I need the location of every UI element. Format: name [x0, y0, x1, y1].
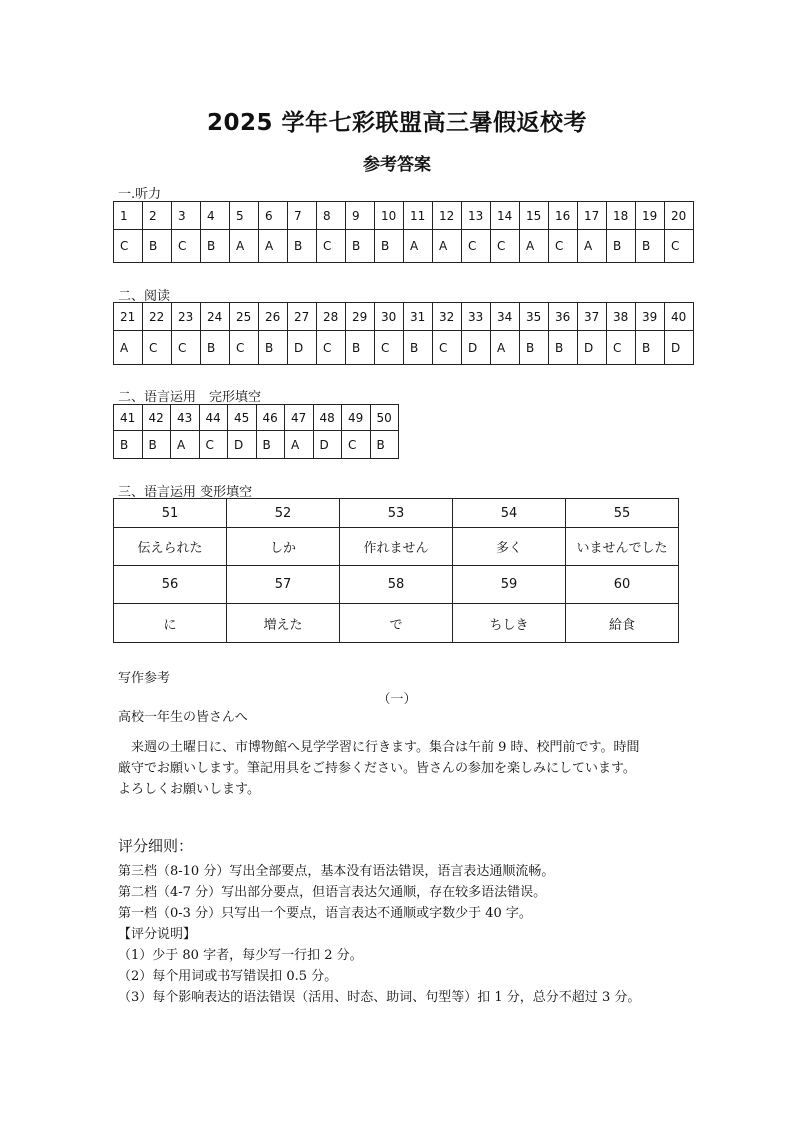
cloze-question-number: 41: [114, 405, 143, 431]
grammar-question-number: 58: [340, 566, 453, 604]
scoring-note: （3）每个影响表达的语法错误（活用、时态、助词、句型等）扣 1 分，总分不超过 3 分。: [118, 990, 641, 1005]
scoring-heading: 评分细则：: [118, 837, 194, 855]
listening-answer-cell: C: [462, 230, 491, 263]
reading-answer-cell: C: [143, 331, 172, 365]
grammar-question-number: 51: [114, 499, 227, 528]
reading-answer-cell: D: [665, 331, 694, 365]
reading-question-number: 28: [317, 303, 346, 331]
writing-body-line: 来週の土曜日に、市博物館へ見学学習に行きます。集合は午前 9 時、校門前です。時間: [131, 740, 640, 755]
reading-answer-cell: C: [230, 331, 259, 365]
grammar-question-number: 56: [114, 566, 227, 604]
grammar-answer-cell: 伝えられた: [114, 528, 227, 566]
scoring-block: [118, 861, 718, 1008]
writing-body-line: 厳守でお願いします。筆記用具をご持参ください。皆さんの参加を楽しみにしています。: [118, 761, 636, 776]
reading-question-number: 32: [433, 303, 462, 331]
listening-question-number: 18: [607, 202, 636, 230]
listening-question-number: 20: [665, 202, 694, 230]
grammar-answer-table: [113, 498, 679, 643]
reading-answer-cell: D: [462, 331, 491, 365]
listening-answer-cell: C: [114, 230, 143, 263]
reading-question-number: 25: [230, 303, 259, 331]
reading-question-number: 33: [462, 303, 491, 331]
reading-answer-cell: B: [636, 331, 665, 365]
reading-answer-cell: D: [288, 331, 317, 365]
grammar-answer-cell: 増えた: [227, 604, 340, 643]
grammar-answer-cell: ちしき: [453, 604, 566, 643]
writing-part-number: （一）: [377, 692, 417, 707]
listening-question-number: 9: [346, 202, 375, 230]
reading-question-number: 30: [375, 303, 404, 331]
cloze-answer-row: [114, 431, 399, 459]
reading-answer-row: [114, 331, 694, 365]
writing-body-line: よろしくお願いします。: [118, 782, 260, 797]
listening-answer-cell: A: [404, 230, 433, 263]
grammar-question-number: 53: [340, 499, 453, 528]
listening-answer-row: [114, 230, 694, 263]
listening-question-number: 14: [491, 202, 520, 230]
reading-answer-cell: B: [520, 331, 549, 365]
listening-question-number: 12: [433, 202, 462, 230]
listening-question-number: 16: [549, 202, 578, 230]
reading-answer-cell: C: [433, 331, 462, 365]
cloze-answer-cell: D: [313, 431, 342, 459]
reading-question-number: 35: [520, 303, 549, 331]
listening-question-number: 11: [404, 202, 433, 230]
reading-question-number: 24: [201, 303, 230, 331]
cloze-answer-cell: C: [199, 431, 228, 459]
grammar-question-number: 52: [227, 499, 340, 528]
cloze-question-number: 42: [142, 405, 171, 431]
listening-answer-cell: B: [201, 230, 230, 263]
listening-answer-cell: B: [607, 230, 636, 263]
listening-answer-cell: B: [375, 230, 404, 263]
scoring-level-1: 第一档（0-3 分）只写出一个要点，语言表达不通顺或字数少于 40 字。: [118, 906, 532, 921]
reading-number-row: [114, 303, 694, 331]
scoring-note: （1）少于 80 字者，每少写一行扣 2 分。: [118, 948, 363, 963]
listening-answer-cell: C: [549, 230, 578, 263]
scoring-notes-heading: 【评分说明】: [118, 927, 197, 942]
cloze-answer-cell: B: [256, 431, 285, 459]
reading-answer-cell: B: [346, 331, 375, 365]
listening-answer-cell: A: [259, 230, 288, 263]
reading-question-number: 29: [346, 303, 375, 331]
reading-answer-cell: B: [259, 331, 288, 365]
reading-question-number: 26: [259, 303, 288, 331]
reading-answer-cell: A: [114, 331, 143, 365]
reading-question-number: 40: [665, 303, 694, 331]
listening-answer-cell: B: [288, 230, 317, 263]
reading-answer-cell: C: [317, 331, 346, 365]
cloze-answer-cell: A: [285, 431, 314, 459]
listening-question-number: 3: [172, 202, 201, 230]
reading-answer-cell: D: [578, 331, 607, 365]
reading-question-number: 31: [404, 303, 433, 331]
reading-answer-cell: C: [172, 331, 201, 365]
writing-label: 写作参考: [118, 671, 171, 686]
reading-question-number: 23: [172, 303, 201, 331]
cloze-question-number: 50: [370, 405, 399, 431]
cloze-answer-cell: B: [142, 431, 171, 459]
scoring-note: （2）每个用词或书写错误扣 0.5 分。: [118, 969, 338, 984]
listening-answer-cell: C: [172, 230, 201, 263]
reading-label: 二、阅读: [118, 289, 171, 304]
reading-answer-cell: B: [549, 331, 578, 365]
listening-answer-cell: A: [433, 230, 462, 263]
cloze-answer-cell: A: [171, 431, 200, 459]
listening-answer-cell: B: [346, 230, 375, 263]
cloze-question-number: 46: [256, 405, 285, 431]
reading-answer-cell: B: [201, 331, 230, 365]
reading-answer-cell: C: [607, 331, 636, 365]
listening-answer-table: [113, 201, 694, 263]
reading-question-number: 22: [143, 303, 172, 331]
grammar-number-row-1: [114, 499, 679, 528]
reading-question-number: 39: [636, 303, 665, 331]
listening-answer-cell: C: [491, 230, 520, 263]
listening-answer-cell: C: [665, 230, 694, 263]
reading-answer-cell: B: [404, 331, 433, 365]
cloze-question-number: 43: [171, 405, 200, 431]
listening-answer-cell: A: [520, 230, 549, 263]
cloze-question-number: 47: [285, 405, 314, 431]
listening-question-number: 4: [201, 202, 230, 230]
listening-question-number: 13: [462, 202, 491, 230]
grammar-answer-row-1: [114, 528, 679, 566]
cloze-question-number: 49: [342, 405, 371, 431]
listening-question-number: 2: [143, 202, 172, 230]
grammar-answer-row-2: [114, 604, 679, 643]
grammar-answer-cell: 作れません: [340, 528, 453, 566]
writing-salutation: 高校一年生の皆さんへ: [118, 710, 248, 725]
writing-body: [118, 737, 688, 800]
listening-question-number: 8: [317, 202, 346, 230]
listening-answer-cell: A: [578, 230, 607, 263]
grammar-answer-cell: に: [114, 604, 227, 643]
cloze-answer-cell: C: [342, 431, 371, 459]
listening-question-number: 6: [259, 202, 288, 230]
listening-question-number: 15: [520, 202, 549, 230]
scoring-level-3: 第三档（8-10 分）写出全部要点，基本没有语法错误，语言表达通顺流畅。: [118, 864, 555, 879]
listening-question-number: 7: [288, 202, 317, 230]
cloze-answer-table: [113, 404, 399, 459]
reading-question-number: 37: [578, 303, 607, 331]
listening-question-number: 10: [375, 202, 404, 230]
grammar-question-number: 55: [566, 499, 679, 528]
page-title: 2025 学年七彩联盟高三暑假返校考: [206, 110, 588, 136]
listening-answer-cell: B: [143, 230, 172, 263]
grammar-question-number: 59: [453, 566, 566, 604]
cloze-label: 二、语言运用 完形填空: [118, 390, 262, 405]
listening-answer-cell: C: [317, 230, 346, 263]
grammar-answer-cell: 多く: [453, 528, 566, 566]
listening-question-number: 1: [114, 202, 143, 230]
reading-answer-table: [113, 302, 694, 365]
cloze-question-number: 44: [199, 405, 228, 431]
grammar-label: 三、语言运用 变形填空: [118, 485, 253, 500]
reading-answer-cell: C: [375, 331, 404, 365]
listening-question-number: 19: [636, 202, 665, 230]
grammar-question-number: 60: [566, 566, 679, 604]
listening-number-row: [114, 202, 694, 230]
grammar-answer-cell: 給食: [566, 604, 679, 643]
listening-answer-cell: B: [636, 230, 665, 263]
grammar-number-row-2: [114, 566, 679, 604]
reading-answer-cell: A: [491, 331, 520, 365]
reading-question-number: 21: [114, 303, 143, 331]
cloze-question-number: 48: [313, 405, 342, 431]
scoring-level-2: 第二档（4-7 分）写出部分要点，但语言表达欠通顺，存在较多语法错误。: [118, 885, 547, 900]
cloze-number-row: [114, 405, 399, 431]
cloze-answer-cell: D: [228, 431, 257, 459]
listening-question-number: 17: [578, 202, 607, 230]
reading-question-number: 38: [607, 303, 636, 331]
grammar-question-number: 54: [453, 499, 566, 528]
reading-question-number: 27: [288, 303, 317, 331]
cloze-answer-cell: B: [114, 431, 143, 459]
grammar-answer-cell: しか: [227, 528, 340, 566]
grammar-question-number: 57: [227, 566, 340, 604]
reading-question-number: 34: [491, 303, 520, 331]
page-subtitle: 参考答案: [363, 155, 431, 175]
listening-question-number: 5: [230, 202, 259, 230]
listening-answer-cell: A: [230, 230, 259, 263]
reading-question-number: 36: [549, 303, 578, 331]
cloze-question-number: 45: [228, 405, 257, 431]
grammar-answer-cell: で: [340, 604, 453, 643]
grammar-answer-cell: いませんでした: [566, 528, 679, 566]
listening-label: 一.听力: [118, 187, 162, 202]
cloze-answer-cell: B: [370, 431, 399, 459]
